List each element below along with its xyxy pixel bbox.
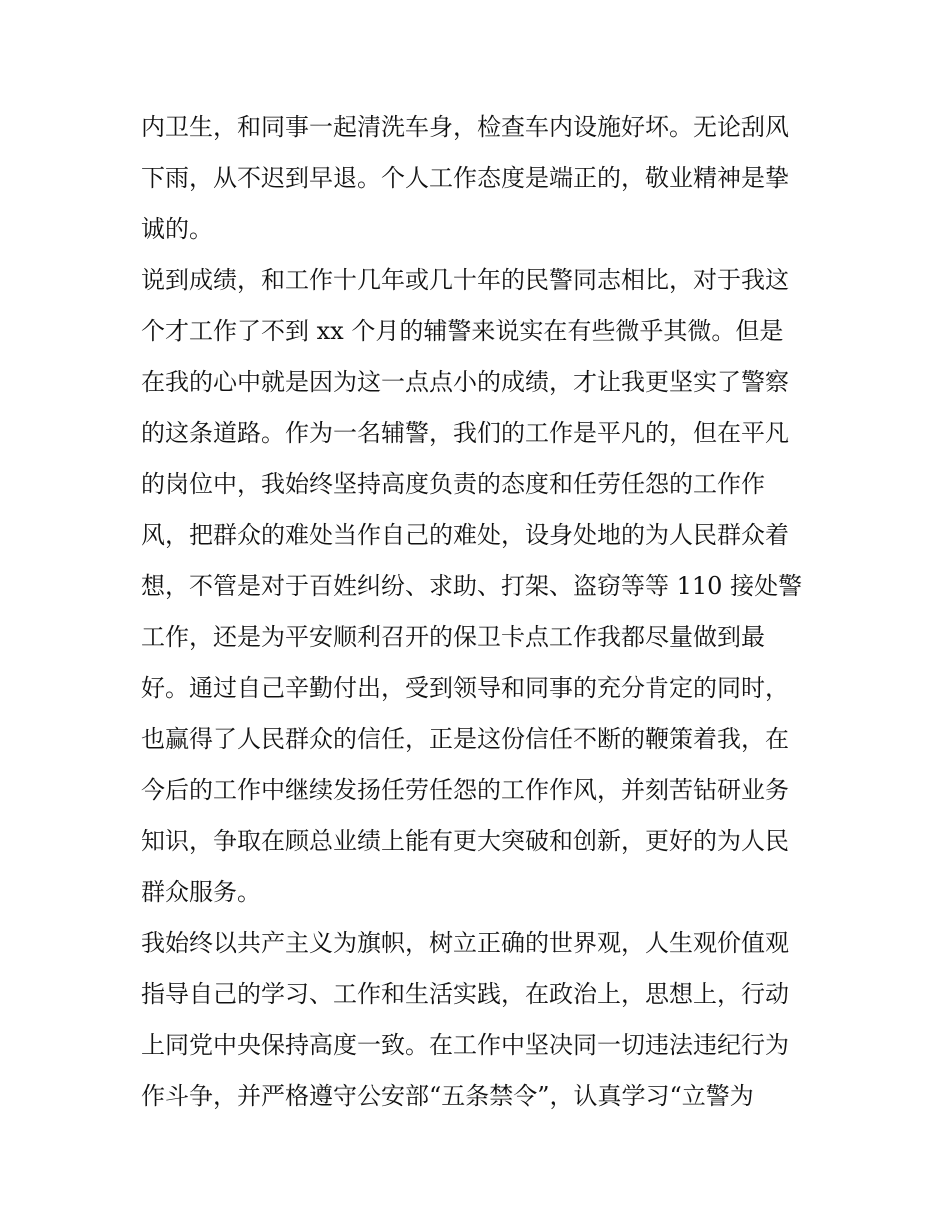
body-text bbox=[141, 102, 813, 1122]
text-line: 上同党中央保持高度一致。在工作中坚决同一切违法违纪行为 bbox=[141, 1031, 789, 1059]
text-line: 风，把群众的难处当作自己的难处，设身处地的为人民群众着 bbox=[141, 521, 789, 549]
text-line: 知识，争取在顾总业绩上能有更大突破和创新，更好的为人民 bbox=[141, 827, 789, 855]
text-line: 作斗争，并严格遵守公安部“五条禁令”，认真学习“立警为 bbox=[141, 1082, 754, 1110]
text-line: 在我的心中就是因为这一点点小的成绩，才让我更坚实了警察 bbox=[141, 368, 789, 396]
text-line: 的这条道路。作为一名辅警，我们的工作是平凡的，但在平凡 bbox=[141, 419, 789, 447]
text-line: 指导自己的学习、工作和生活实践，在政治上，思想上，行动 bbox=[141, 980, 789, 1008]
text-line: 诚的。 bbox=[141, 215, 213, 243]
text-line: 今后的工作中继续发扬任劳任怨的工作作风，并刻苦钻研业务 bbox=[141, 776, 789, 804]
text-line: 好。通过自己辛勤付出，受到领导和同事的充分肯定的同时， bbox=[141, 674, 789, 702]
text-line: 下雨，从不迟到早退。个人工作态度是端正的，敬业精神是挚 bbox=[141, 164, 789, 192]
text-line: 个才工作了不到 xx 个月的辅警来说实在有些微乎其微。但是 bbox=[141, 317, 784, 345]
text-line: 群众服务。 bbox=[141, 878, 261, 906]
text-line: 想，不管是对于百姓纠纷、求助、打架、盗窃等等 110 接处警 bbox=[141, 572, 803, 600]
text-line: 也赢得了人民群众的信任，正是这份信任不断的鞭策着我，在 bbox=[141, 725, 789, 753]
text-line: 工作，还是为平安顺利召开的保卫卡点工作我都尽量做到最 bbox=[141, 623, 765, 651]
text-line: 说到成绩，和工作十几年或几十年的民警同志相比，对于我这 bbox=[141, 266, 789, 294]
text-line: 内卫生，和同事一起清洗车身，检查车内设施好坏。无论刮风 bbox=[141, 113, 789, 141]
text-line: 的岗位中，我始终坚持高度负责的态度和任劳任怨的工作作 bbox=[141, 470, 765, 498]
text-line: 我始终以共产主义为旗帜，树立正确的世界观，人生观价值观 bbox=[141, 929, 789, 957]
